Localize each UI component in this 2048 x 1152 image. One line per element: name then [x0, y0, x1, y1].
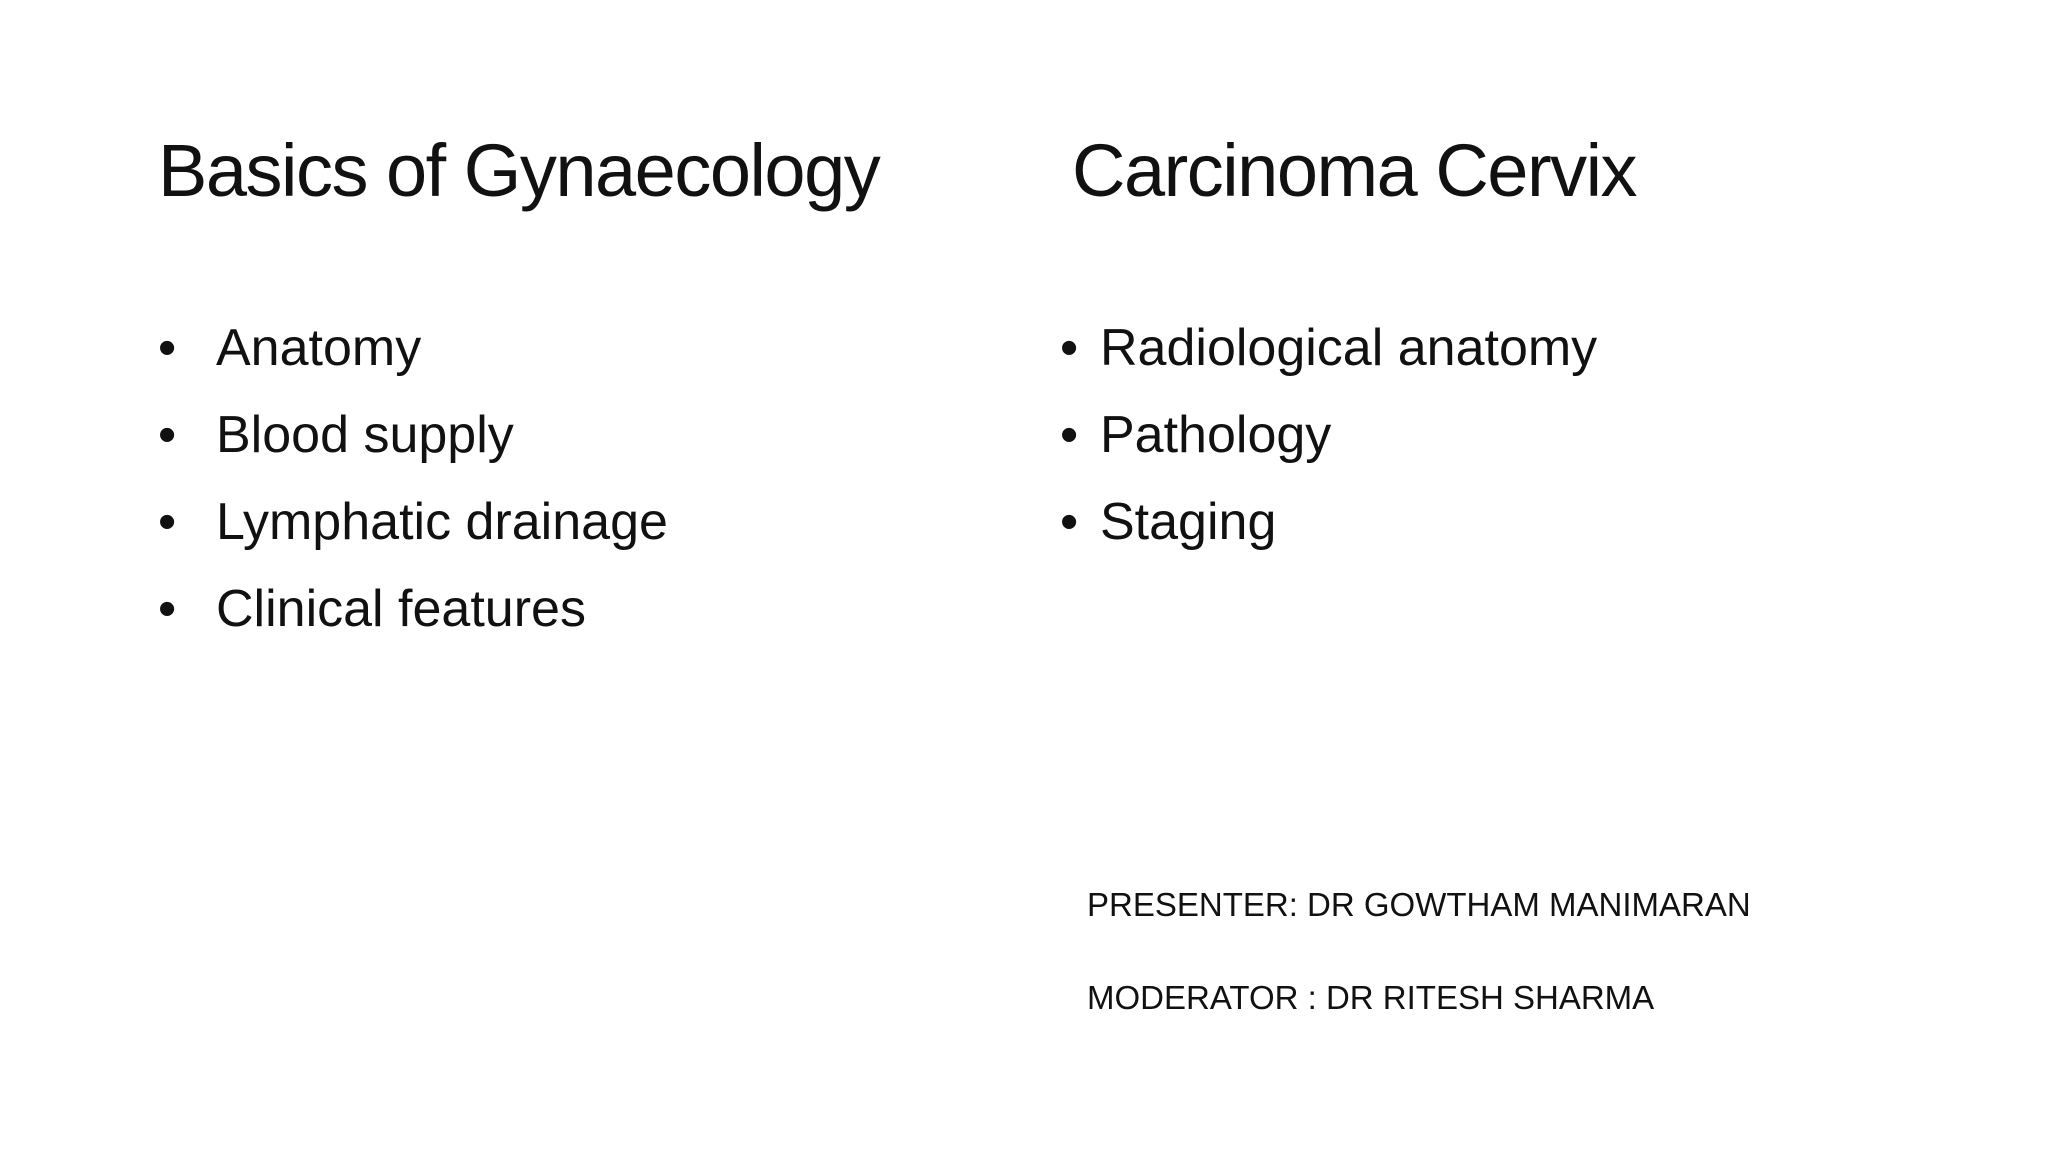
- left-bullet-list: [158, 305, 668, 653]
- bullet-icon: •: [158, 319, 177, 377]
- right-column-title: Carcinoma Cervix: [1072, 129, 1637, 212]
- right-bullet-list: [1060, 305, 1597, 566]
- left-bullet-item-anatomy: [158, 305, 668, 392]
- bullet-text: Clinical features: [216, 580, 586, 638]
- bullet-icon: •: [158, 406, 177, 464]
- bullet-text: Radiological anatomy: [1100, 319, 1598, 377]
- bullet-icon: •: [1060, 319, 1079, 377]
- bullet-text: Staging: [1100, 493, 1277, 551]
- bullet-text: Pathology: [1100, 406, 1332, 464]
- bullet-icon: •: [158, 580, 177, 638]
- bullet-icon: •: [1060, 406, 1079, 464]
- left-column-title: Basics of Gynaecology: [158, 129, 880, 212]
- bullet-text: Lymphatic drainage: [216, 493, 668, 551]
- left-bullet-item-blood-supply: [158, 392, 668, 479]
- bullet-icon: •: [1060, 493, 1079, 551]
- bullet-icon: •: [158, 493, 177, 551]
- left-bullet-item-clinical-features: [158, 566, 668, 653]
- bullet-text: Blood supply: [216, 406, 514, 464]
- left-bullet-item-lymphatic-drainage: [158, 479, 668, 566]
- right-bullet-item-radiological-anatomy: [1060, 305, 1597, 392]
- moderator-credit: MODERATOR : DR RITESH SHARMA: [1087, 979, 1655, 1016]
- bullet-text: Anatomy: [216, 319, 422, 377]
- right-bullet-item-pathology: [1060, 392, 1597, 479]
- right-bullet-item-staging: [1060, 479, 1597, 566]
- presenter-credit: PRESENTER: DR GOWTHAM MANIMARAN: [1087, 886, 1751, 923]
